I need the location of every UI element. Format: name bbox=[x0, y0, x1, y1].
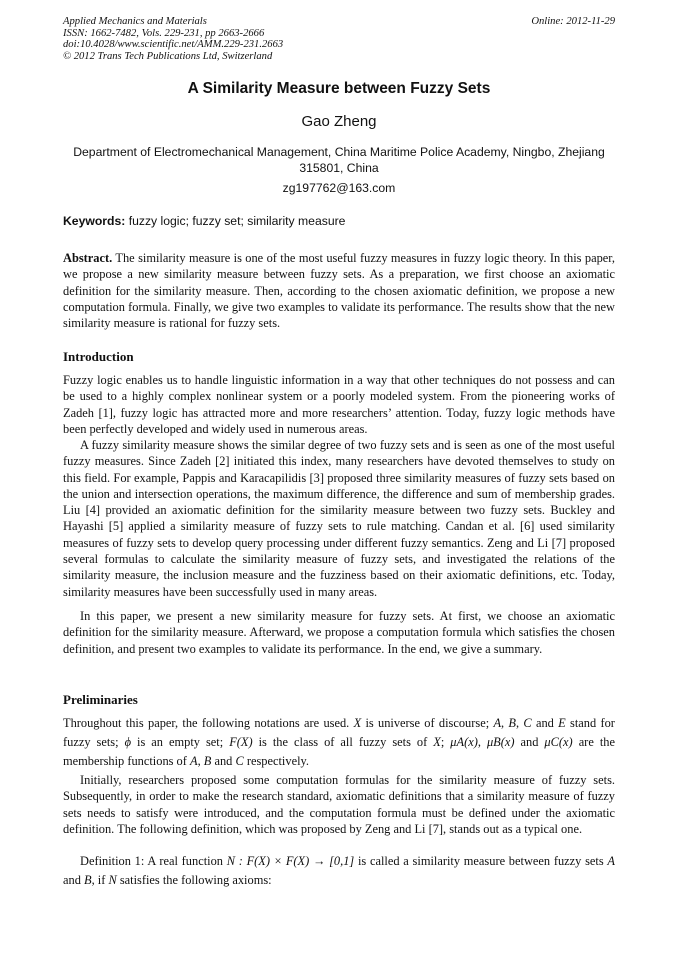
intro-paragraph-3: In this paper, we present a new similarity measure for fuzzy sets. At first, we choose an axiomatic definition for the similarity measure. Afterward, we propose a computation formula which satisfies the chosen definition, and present two examples to validate its performance. In the end, we give a summary. bbox=[63, 609, 615, 656]
journal-name: Applied Mechanics and Materials bbox=[63, 16, 207, 27]
affiliation: Department of Electromechanical Management, China Maritime Police Academy, Ningbo, Zhejiang 315801, China bbox=[73, 145, 605, 175]
preliminaries-heading: Preliminaries bbox=[63, 692, 138, 707]
intro-paragraph-1: Fuzzy logic enables us to handle linguistic information in a way that other techniques do not possess and can be used to a highly complex nonlinear system or a poorly modeled system. From the pioneering works of Zadeh [1], fuzzy logic has attracted more and more researchers’ attention. Today, fuzzy logic methods have been perfectly developed and widely used in numerous areas. bbox=[63, 373, 615, 436]
similarity-map: N : F(X) × F(X) → [0,1] bbox=[226, 854, 355, 868]
online-date: Online: 2012-11-29 bbox=[531, 16, 615, 27]
keywords bbox=[63, 214, 615, 228]
copyright-line: © 2012 Trans Tech Publications Ltd, Switzerland bbox=[63, 50, 273, 62]
keywords-text: fuzzy logic; fuzzy set; similarity measure bbox=[128, 214, 346, 228]
abstract bbox=[63, 250, 615, 331]
definition-1: Definition 1: A real function N : F(X) × F(X) → [0,1] is called a similarity measure between fuzzy sets A and B, if N satisfies the following axioms: bbox=[63, 854, 615, 887]
author-email[interactable]: zg197762@163.com bbox=[282, 181, 396, 195]
introduction-heading: Introduction bbox=[63, 349, 134, 364]
keywords-label: Keywords: bbox=[63, 214, 126, 228]
abstract-text: The similarity measure is one of the most useful fuzzy measures in fuzzy logic theory. In this paper, we propose a new similarity measure between fuzzy sets. As a preparation, we first choose an axiomatic definition for the similarity measure. Then, according to the chosen axiomatic definition, we propose a new computation formula. Finally, we give two examples to validate its performance. The results show that the new similarity measure is rational for fuzzy sets. bbox=[63, 251, 616, 331]
abstract-label: Abstract. bbox=[63, 251, 113, 265]
intro-paragraph-2: A fuzzy similarity measure shows the similar degree of two fuzzy sets and is seen as one of the most useful fuzzy measures. Since Zadeh [2] initiated this index, many researchers have devoted themselves to study on this field. For example, Pappis and Karacapilidis [3] proposed three similarity measures of fuzzy sets based on the union and intersection operations, the maximum difference, the difference and sum of membership grades. Liu [4] provided an axiomatic definition for the similarity measure between two fuzzy sets. Buckley and Hayashi [5] applied a similarity measure of fuzzy sets to rule matching. Candan et al. [6] used similarity measures of fuzzy sets to develop query processing under different fuzzy semantics. Zeng and Li [7] proposed several formulas to calculate the similarity measure of fuzzy sets, and investigated the relations of the similarity measure, the inclusion measure and the fuzziness based on their axiomatic definitions, etc. Today, similarity measures have been successfully used in many areas. bbox=[63, 438, 615, 599]
journal-header bbox=[63, 16, 615, 62]
doi-line: doi:10.4028/www.scientific.net/AMM.229-231.2663 bbox=[63, 39, 284, 50]
author-name: Gao Zheng bbox=[301, 113, 377, 130]
issn-line: ISSN: 1662-7482, Vols. 229-231, pp 2663-2666 bbox=[63, 27, 265, 39]
prelim-paragraph-2: Initially, researchers proposed some computation formulas for the similarity measure of fuzzy sets. Subsequently, in order to make the research standard, axiomatic definitions that a similarity measure of fuzzy sets needs to satisfy were introduced, and the computation formula must be defined under the axiomatic definition. The following definition, which was proposed by Zeng and Li [7], stands out as a typical one. bbox=[63, 773, 615, 836]
prelim-paragraph-1: Throughout this paper, the following notations are used. X is universe of discourse; A, B, C and E stand for fuzzy sets; ϕ is an empty set; F(X) is the class of all fuzzy sets of X; μA(x), μB(x) and μC(x) are the membership functions of A, B and C respectively. bbox=[63, 716, 615, 768]
paper-title: A Similarity Measure between Fuzzy Sets bbox=[187, 80, 491, 97]
